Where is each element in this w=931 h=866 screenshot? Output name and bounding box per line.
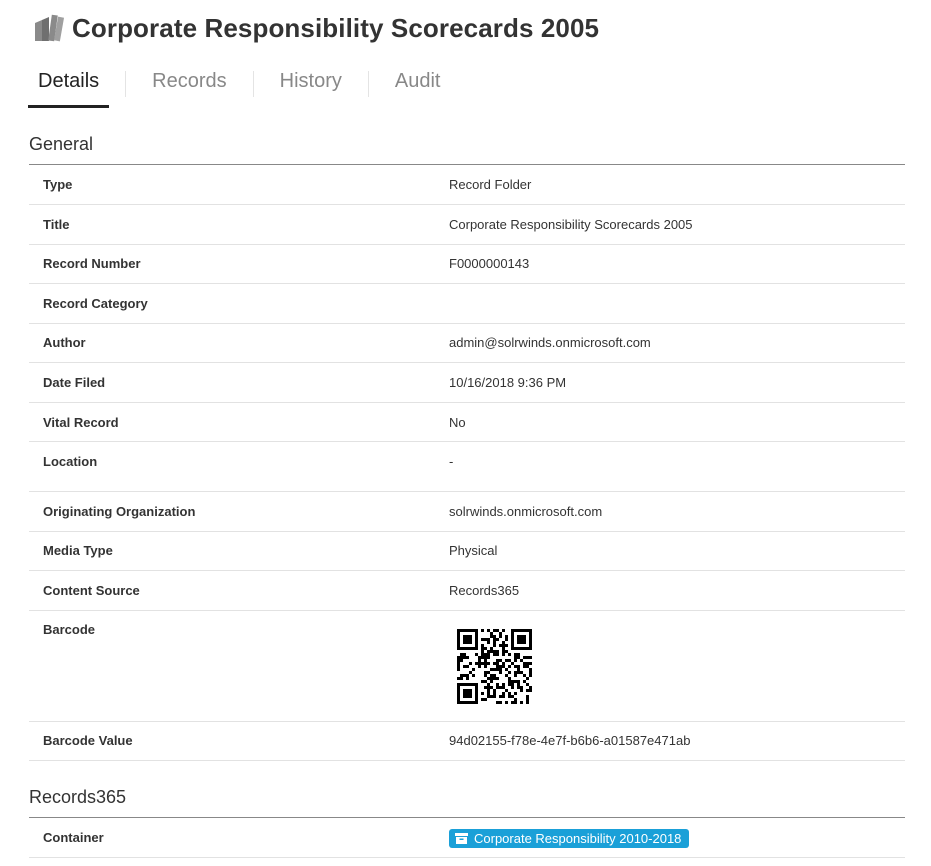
detail-row-content-source (29, 571, 905, 611)
row-label: Date Filed (43, 375, 106, 390)
section-title-general: General (29, 134, 94, 154)
row-value: No (449, 415, 466, 430)
row-label: Author (43, 335, 86, 350)
row-label: Originating Organization (43, 504, 196, 519)
tab-audit[interactable]: Audit (394, 70, 441, 92)
row-value: solrwinds.onmicrosoft.com (449, 504, 603, 519)
page-header (34, 10, 599, 46)
qr-code-image (457, 629, 532, 704)
row-value: admin@solrwinds.onmicrosoft.com (449, 335, 651, 350)
tab-separator (253, 71, 254, 97)
row-value: Records365 (449, 583, 520, 598)
row-value: F0000000143 (449, 256, 530, 271)
row-label: Vital Record (43, 415, 119, 430)
detail-row-title (29, 205, 905, 245)
box-icon (455, 833, 468, 844)
container-link-label: Corporate Responsibility 2010-2018 (474, 831, 682, 846)
row-label: Media Type (43, 543, 113, 558)
detail-row-media-type (29, 532, 905, 571)
row-label: Record Number (43, 256, 141, 271)
row-label: Content Source (43, 583, 140, 598)
row-value: Record Folder (449, 177, 532, 192)
detail-row-vital-record (29, 403, 905, 442)
container-link-badge[interactable] (449, 829, 689, 848)
detail-row-author (29, 324, 905, 363)
row-label: Barcode Value (43, 733, 133, 748)
detail-row-type (29, 165, 905, 205)
tab-history[interactable]: History (279, 70, 342, 92)
row-value: 10/16/2018 9:36 PM (449, 375, 567, 390)
row-value: Physical (449, 543, 498, 558)
row-label: Location (43, 454, 98, 469)
tab-details[interactable]: Details (28, 62, 109, 108)
page-title: Corporate Responsibility Scorecards 2005 (72, 12, 600, 43)
row-label: Title (43, 217, 70, 232)
row-label: Container (43, 830, 104, 845)
tab-bar (28, 62, 450, 108)
row-label: Barcode (43, 622, 96, 637)
detail-row-barcode-value (29, 722, 905, 761)
tab-separator (125, 71, 126, 97)
record-folder-icon (34, 14, 64, 42)
detail-row-barcode (29, 611, 905, 722)
tab-records[interactable]: Records (152, 70, 227, 92)
section-title-records365: Records365 (29, 787, 127, 807)
detail-row-record-number (29, 245, 905, 284)
detail-row-location (29, 442, 905, 492)
detail-row-date-filed (29, 363, 905, 403)
tab-separator (368, 71, 369, 97)
detail-row-container (29, 818, 905, 858)
row-value: Corporate Responsibility Scorecards 2005 (449, 217, 693, 232)
row-label: Type (43, 177, 73, 192)
detail-row-originating-organization (29, 492, 905, 532)
row-value: - (449, 454, 454, 469)
row-value: 94d02155-f78e-4e7f-b6b6-a01587e471ab (449, 733, 691, 748)
row-label: Record Category (43, 296, 148, 311)
detail-row-record-category (29, 284, 905, 324)
